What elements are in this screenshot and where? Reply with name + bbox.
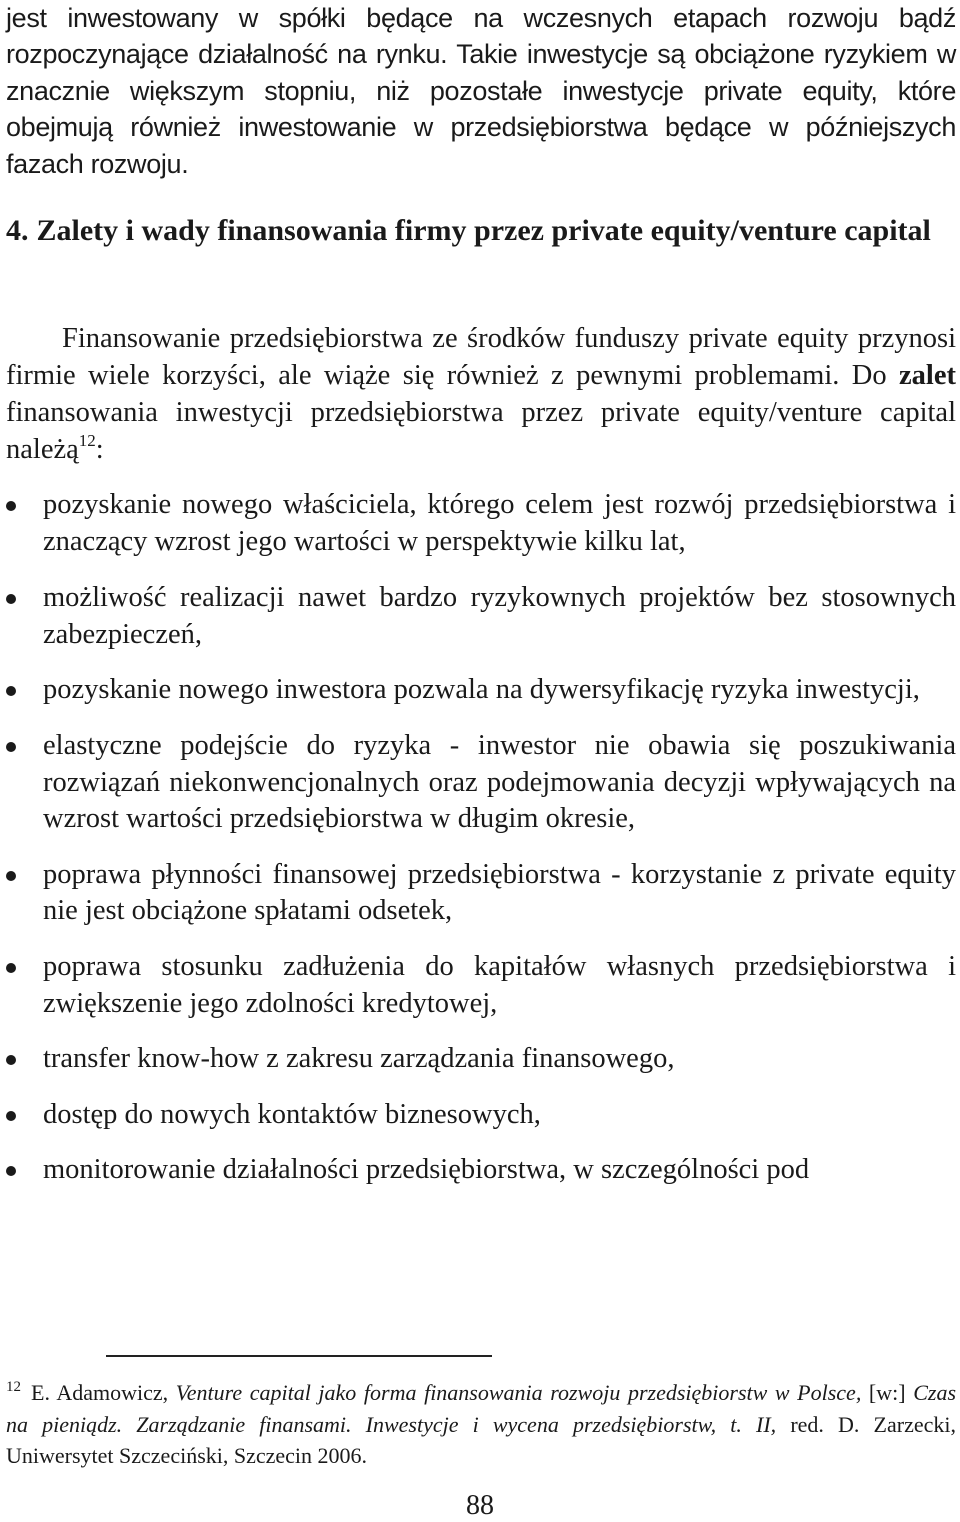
section-heading — [6, 212, 956, 250]
bullet-icon — [6, 1055, 16, 1065]
intro-paragraph: jest inwestowany w spółki będące na wczesnych etapach rozwoju bądź rozpoczynające działalność na rynku. Takie inwestycje są obciążone ryzykiem w znacznie większym stopniu, niż pozostałe inwestycje private equity, które obejmują również inwestowanie w przedsiębiorstwa będące w późniejszych fazach rozwoju. — [6, 3, 956, 179]
list-item-text: pozyskanie nowego inwestora pozwala na dywersyfikację ryzyka inwestycji, — [43, 674, 920, 706]
list-item-text: poprawa płynności finansowej przedsiębiorstwa - korzystanie z private equity nie jest obciążone spłatami odsetek, — [43, 858, 956, 927]
list-item — [6, 1041, 956, 1078]
list-item — [6, 1097, 956, 1134]
list-item-text: elastyczne podejście do ryzyka - inwestor nie obawia się poszukiwania rozwiązań niekonwencjonalnych oraz podejmowania decyzji wpływających na wzrost wartości przedsiębiorstwa w długim okresie, — [43, 729, 956, 835]
bullet-icon — [6, 1111, 16, 1121]
footnote-rest: red. D. Zarzecki, Uniwersytet Szczeciński, Szczecin 2006. — [6, 1411, 956, 1468]
bullet-icon — [6, 742, 16, 752]
bullet-icon — [6, 501, 16, 511]
list-item-text: możliwość realizacji nawet bardzo ryzykownych projektów bez stosownych zabezpieczeń, — [43, 582, 956, 650]
footnote-number: 12 — [6, 1379, 21, 1395]
section-number: 4. — [6, 214, 29, 247]
bullet-icon — [6, 1166, 16, 1176]
bullet-icon — [6, 871, 16, 881]
list-item — [6, 857, 956, 930]
footnote-in-label: [w:] — [861, 1380, 914, 1405]
footnote-author: E. Adamowicz, — [31, 1380, 176, 1405]
footnote — [6, 1372, 956, 1472]
bullet-icon — [6, 594, 16, 604]
list-item-text: poprawa stosunku zadłużenia do kapitałów własnych przedsiębiorstwa i zwiększenie jego zdolności kredytowej, — [43, 950, 956, 1019]
list-item-text: transfer know-how z zakresu zarządzania finansowego, — [43, 1043, 675, 1075]
list-item — [6, 672, 956, 709]
body-paragraph-part2: finansowania inwestycji przedsiębiorstwa przez private equity/venture capital należą — [6, 397, 956, 465]
list-item-text: dostęp do nowych kontaktów biznesowych, — [43, 1098, 541, 1130]
list-item — [6, 580, 956, 653]
footnote-divider — [106, 1355, 492, 1357]
footnote-book-title: Czas na pieniądz. Zarządzanie finansami. Inwestycje i wycena przedsiębiorstw, t. II, — [6, 1380, 956, 1437]
bullet-icon — [6, 963, 16, 973]
page-number: 88 — [466, 1490, 494, 1521]
section-title: Zalety i wady finansowania firmy przez private equity/venture capital — [36, 214, 931, 247]
body-paragraph-tail: : — [95, 434, 104, 465]
list-item — [6, 949, 956, 1022]
body-paragraph — [6, 320, 956, 468]
document-page — [6, 0, 956, 1468]
list-item-text: monitorowanie działalności przedsiębiorstwa, w szczególności pod — [43, 1154, 810, 1186]
footnote-reference: 12 — [78, 431, 96, 450]
list-item — [6, 1152, 956, 1189]
advantages-list — [6, 487, 956, 1189]
bullet-icon — [6, 686, 16, 696]
body-paragraph-bold: zalet — [899, 360, 956, 391]
list-item — [6, 728, 956, 838]
body-paragraph-part1: Finansowanie przedsiębiorstwa ze środków funduszy private equity przynosi firmie wiele korzyści, ale wiąże się również z pewnymi problemami. Do — [6, 323, 956, 391]
list-item-text: pozyskanie nowego właściciela, którego celem jest rozwój przedsiębiorstwa i znaczący wzrost jego wartości w perspektywie kilku lat, — [43, 489, 956, 557]
list-item — [6, 487, 956, 560]
footnote-title: Venture capital jako forma finansowania rozwoju przedsiębiorstw w Polsce, — [175, 1380, 862, 1405]
